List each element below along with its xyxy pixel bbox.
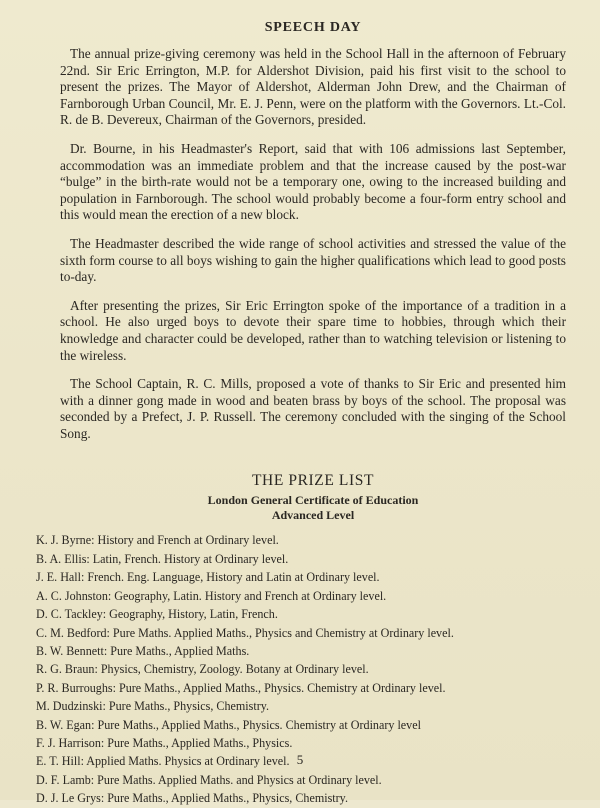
list-item: D. C. Tackley: Geography, History, Latin, French. — [36, 607, 278, 622]
list-item: J. E. Hall: French. Eng. Language, History and Latin at Ordinary level. — [36, 570, 380, 585]
section-heading: SPEECH DAY — [264, 20, 362, 35]
page-number: 5 — [296, 752, 304, 767]
list-item: B. W. Egan: Pure Maths., Applied Maths., Physics. Chemistry at Ordinary level — [36, 717, 421, 732]
paragraph-guest-speech: After presenting the prizes, Sir Eric Errington spoke of the importance of a tradition in a school. He also urged boys to devote their spare time to hobbies, through which their knowledge and character could be developed, rather than to watching television or listening to the wireless. — [60, 297, 566, 363]
list-item: K. J. Byrne: History and French at Ordinary level. — [36, 533, 279, 548]
page-content — [36, 20, 566, 808]
paragraph-headmaster-report: Dr. Bourne, in his Headmaster's Report, said that with 106 admissions last September, accommodation was an immediate problem and that the increase caused by the post-war “bulge” in the birth-rate would not be a temporary one, owing to the increased building and population in Farnborough. The school would probably become a four-form entry school and this would mean the erection of a new block. — [60, 140, 566, 223]
list-item: C. M. Bedford: Pure Maths. Applied Maths., Physics and Chemistry at Ordinary level. — [36, 625, 454, 640]
list-item: R. G. Braun: Physics, Chemistry, Zoology. Botany at Ordinary level. — [36, 662, 369, 677]
paragraph-school-activities: The Headmaster described the wide range of school activities and stressed the value of the sixth form course to all boys wishing to gain the higher qualifications which lead to good posts to-day. — [60, 235, 566, 285]
prize-list-title: THE PRIZE LIST — [251, 472, 375, 490]
prize-list-level: Advanced Level — [271, 508, 355, 523]
list-item: F. J. Harrison: Pure Maths., Applied Maths., Physics. — [36, 735, 293, 750]
paragraph-vote-of-thanks: The School Captain, R. C. Mills, proposed a vote of thanks to Sir Eric and presented him with a dinner gong made in wood and beaten brass by boys of the school. The proposal was seconded by a Prefect, J. P. Russell. The ceremony concluded with the singing of the School Song. — [60, 376, 566, 441]
paragraph-ceremony: The annual prize-giving ceremony was held in the School Hall in the afternoon of February 22nd. Sir Eric Errington, M.P. for Aldershot Division, paid his first visit to the school to present the prizes. The Mayor of Aldershot, Alderman John Drew, and the Chairman of Farnborough Urban Council, Mr. E. J. Penn, were on the platform with the Governors. Lt.-Col. R. de B. Devereux, Chairman of the Governors, presided. — [60, 46, 566, 128]
list-item: A. C. Johnston: Geography, Latin. History and French at Ordinary level. — [36, 588, 387, 603]
list-item: D. F. Lamb: Pure Maths. Applied Maths. and Physics at Ordinary level. — [36, 772, 382, 787]
list-item: P. R. Burroughs: Pure Maths., Applied Maths., Physics. Chemistry at Ordinary level. — [36, 680, 446, 695]
list-item: B. W. Bennett: Pure Maths., Applied Maths. — [36, 643, 250, 658]
list-item: D. J. Le Grys: Pure Maths., Applied Maths., Physics, Chemistry. — [36, 791, 348, 806]
prize-list-subtitle: London General Certificate of Education — [207, 493, 419, 508]
list-item: B. A. Ellis: Latin, French. History at Ordinary level. — [36, 551, 289, 566]
list-item: E. T. Hill: Applied Maths. Physics at Ordinary level. — [36, 754, 290, 769]
list-item: M. Dudzinski: Pure Maths., Physics, Chemistry. — [36, 699, 270, 714]
